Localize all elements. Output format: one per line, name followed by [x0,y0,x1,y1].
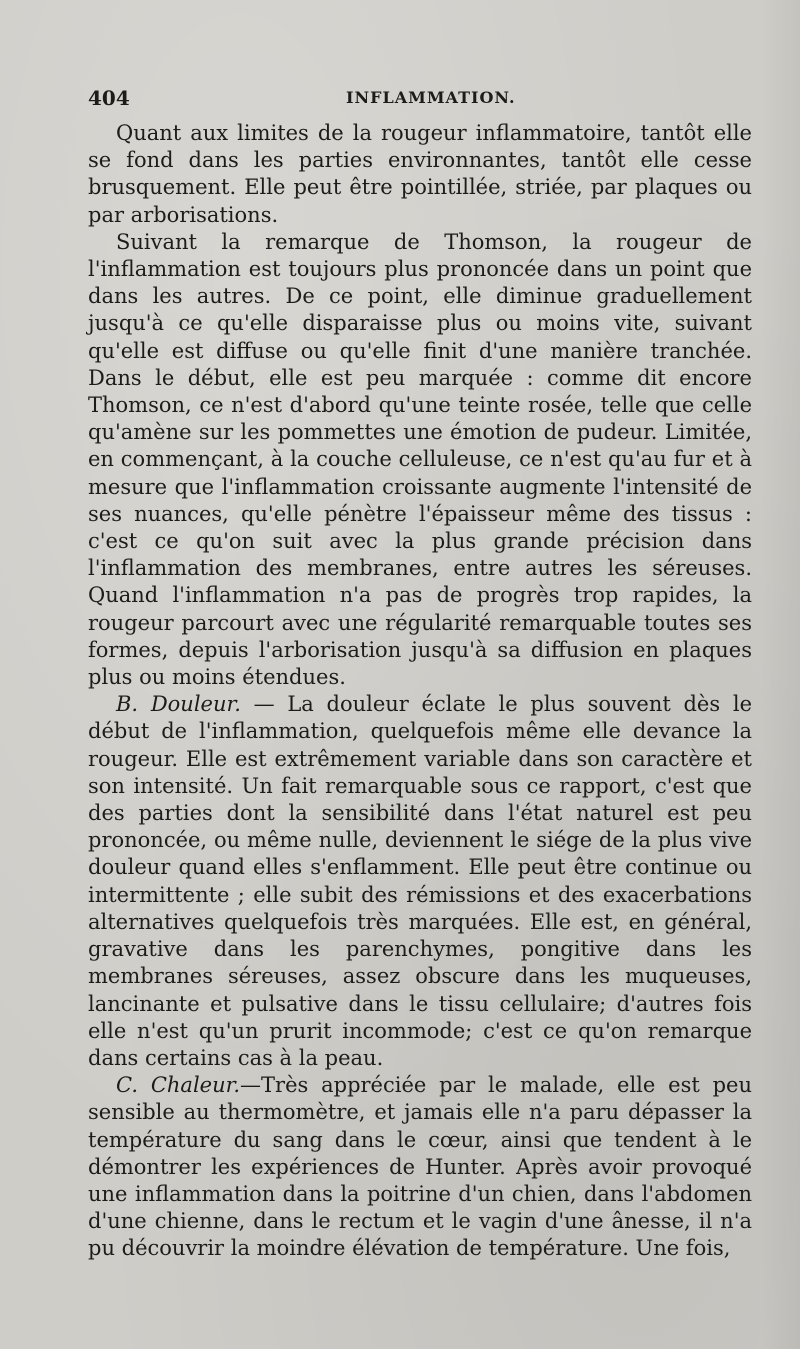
page-edge-shading [760,0,800,1349]
paragraph-text: Quant aux limites de la rougeur inflammatoire, tantôt elle se fond dans les parties environnantes, tantôt elle cesse brusquement. Elle peut être pointillée, striée, par plaques ou par arborisations. [88,121,752,227]
paragraph-text: —Très appréciée par le malade, elle est peu sensible au thermomètre, et jamais elle n'a paru dépasser la température du sang dans le cœur, ainsi que tendent à le démontrer les expériences de Hunter. Après avoir provoqué une inflammation dans la poitrine d'un chien, dans l'abdomen d'une chienne, dans le rectum et le vagin d'une ânesse, il n'a pu découvrir la moindre élévation de température. Une fois, [88,1073,753,1261]
page-number: 404 [88,86,130,110]
paragraph-text: Suivant la remarque de Thomson, la rougeur de l'inflammation est toujours plus prononcée dans un point que dans les autres. De ce point, elle diminue graduellement jusqu'à ce qu'elle disparaisse plus ou moins vite, suivant qu'elle est diffuse ou qu'elle finit d'une manière tranchée. Dans le début, elle est peu marquée : comme dit encore Thomson, ce n'est d'abord qu'une teinte rosée, telle que celle qu'amène sur les pommettes une émotion de pudeur. Limitée, en commençant, à la couche celluleuse, ce n'est qu'au fur et à mesure que l'inflammation croissante augmente l'intensité de ses nuances, qu'elle pénètre l'épaisseur même des tissus : c'est ce qu'on suit avec la plus grande précision dans l'inflammation des membranes, entre autres les séreuses. Quand l'inflammation n'a pas de progrès trop rapides, la rougeur parcourt avec une régularité remarquable toutes ses formes, depuis l'arborisation jusqu'à sa diffusion en plaques plus ou moins étendues. [88,229,752,690]
paragraph-douleur [88,691,752,1072]
page-header [88,86,750,116]
section-lead-chaleur: C. Chaleur. [116,1073,241,1098]
section-lead-douleur: B. Douleur. [116,692,241,717]
body-text [88,120,752,1263]
paragraph-chaleur [88,1072,752,1262]
paragraph-thomson [88,229,752,691]
paragraph-rougeur-limites [88,120,752,229]
paragraph-text: — La douleur éclate le plus souvent dès le début de l'inflammation, quelquefois même elle devance la rougeur. Elle est extrêmement variable dans son caractère et son intensité. Un fait remarquable sous ce rapport, c'est que des parties dont la sensibilité dans l'état naturel est peu prononcée, ou même nulle, deviennent le siége de la plus vive douleur quand elles s'enflamment. Elle peut être continue ou intermittente ; elle subit des rémissions et des exacerbations alternatives quelquefois très marquées. Elle est, en général, gravative dans les parenchymes, pongitive dans les membranes séreuses, assez obscure dans les muqueuses, lancinante et pulsative dans le tissu cellulaire; d'autres fois elle n'est qu'un prurit incommode; c'est ce qu'on remarque dans certains cas à la peau. [88,692,752,1070]
running-title: INFLAMMATION. [346,88,516,107]
